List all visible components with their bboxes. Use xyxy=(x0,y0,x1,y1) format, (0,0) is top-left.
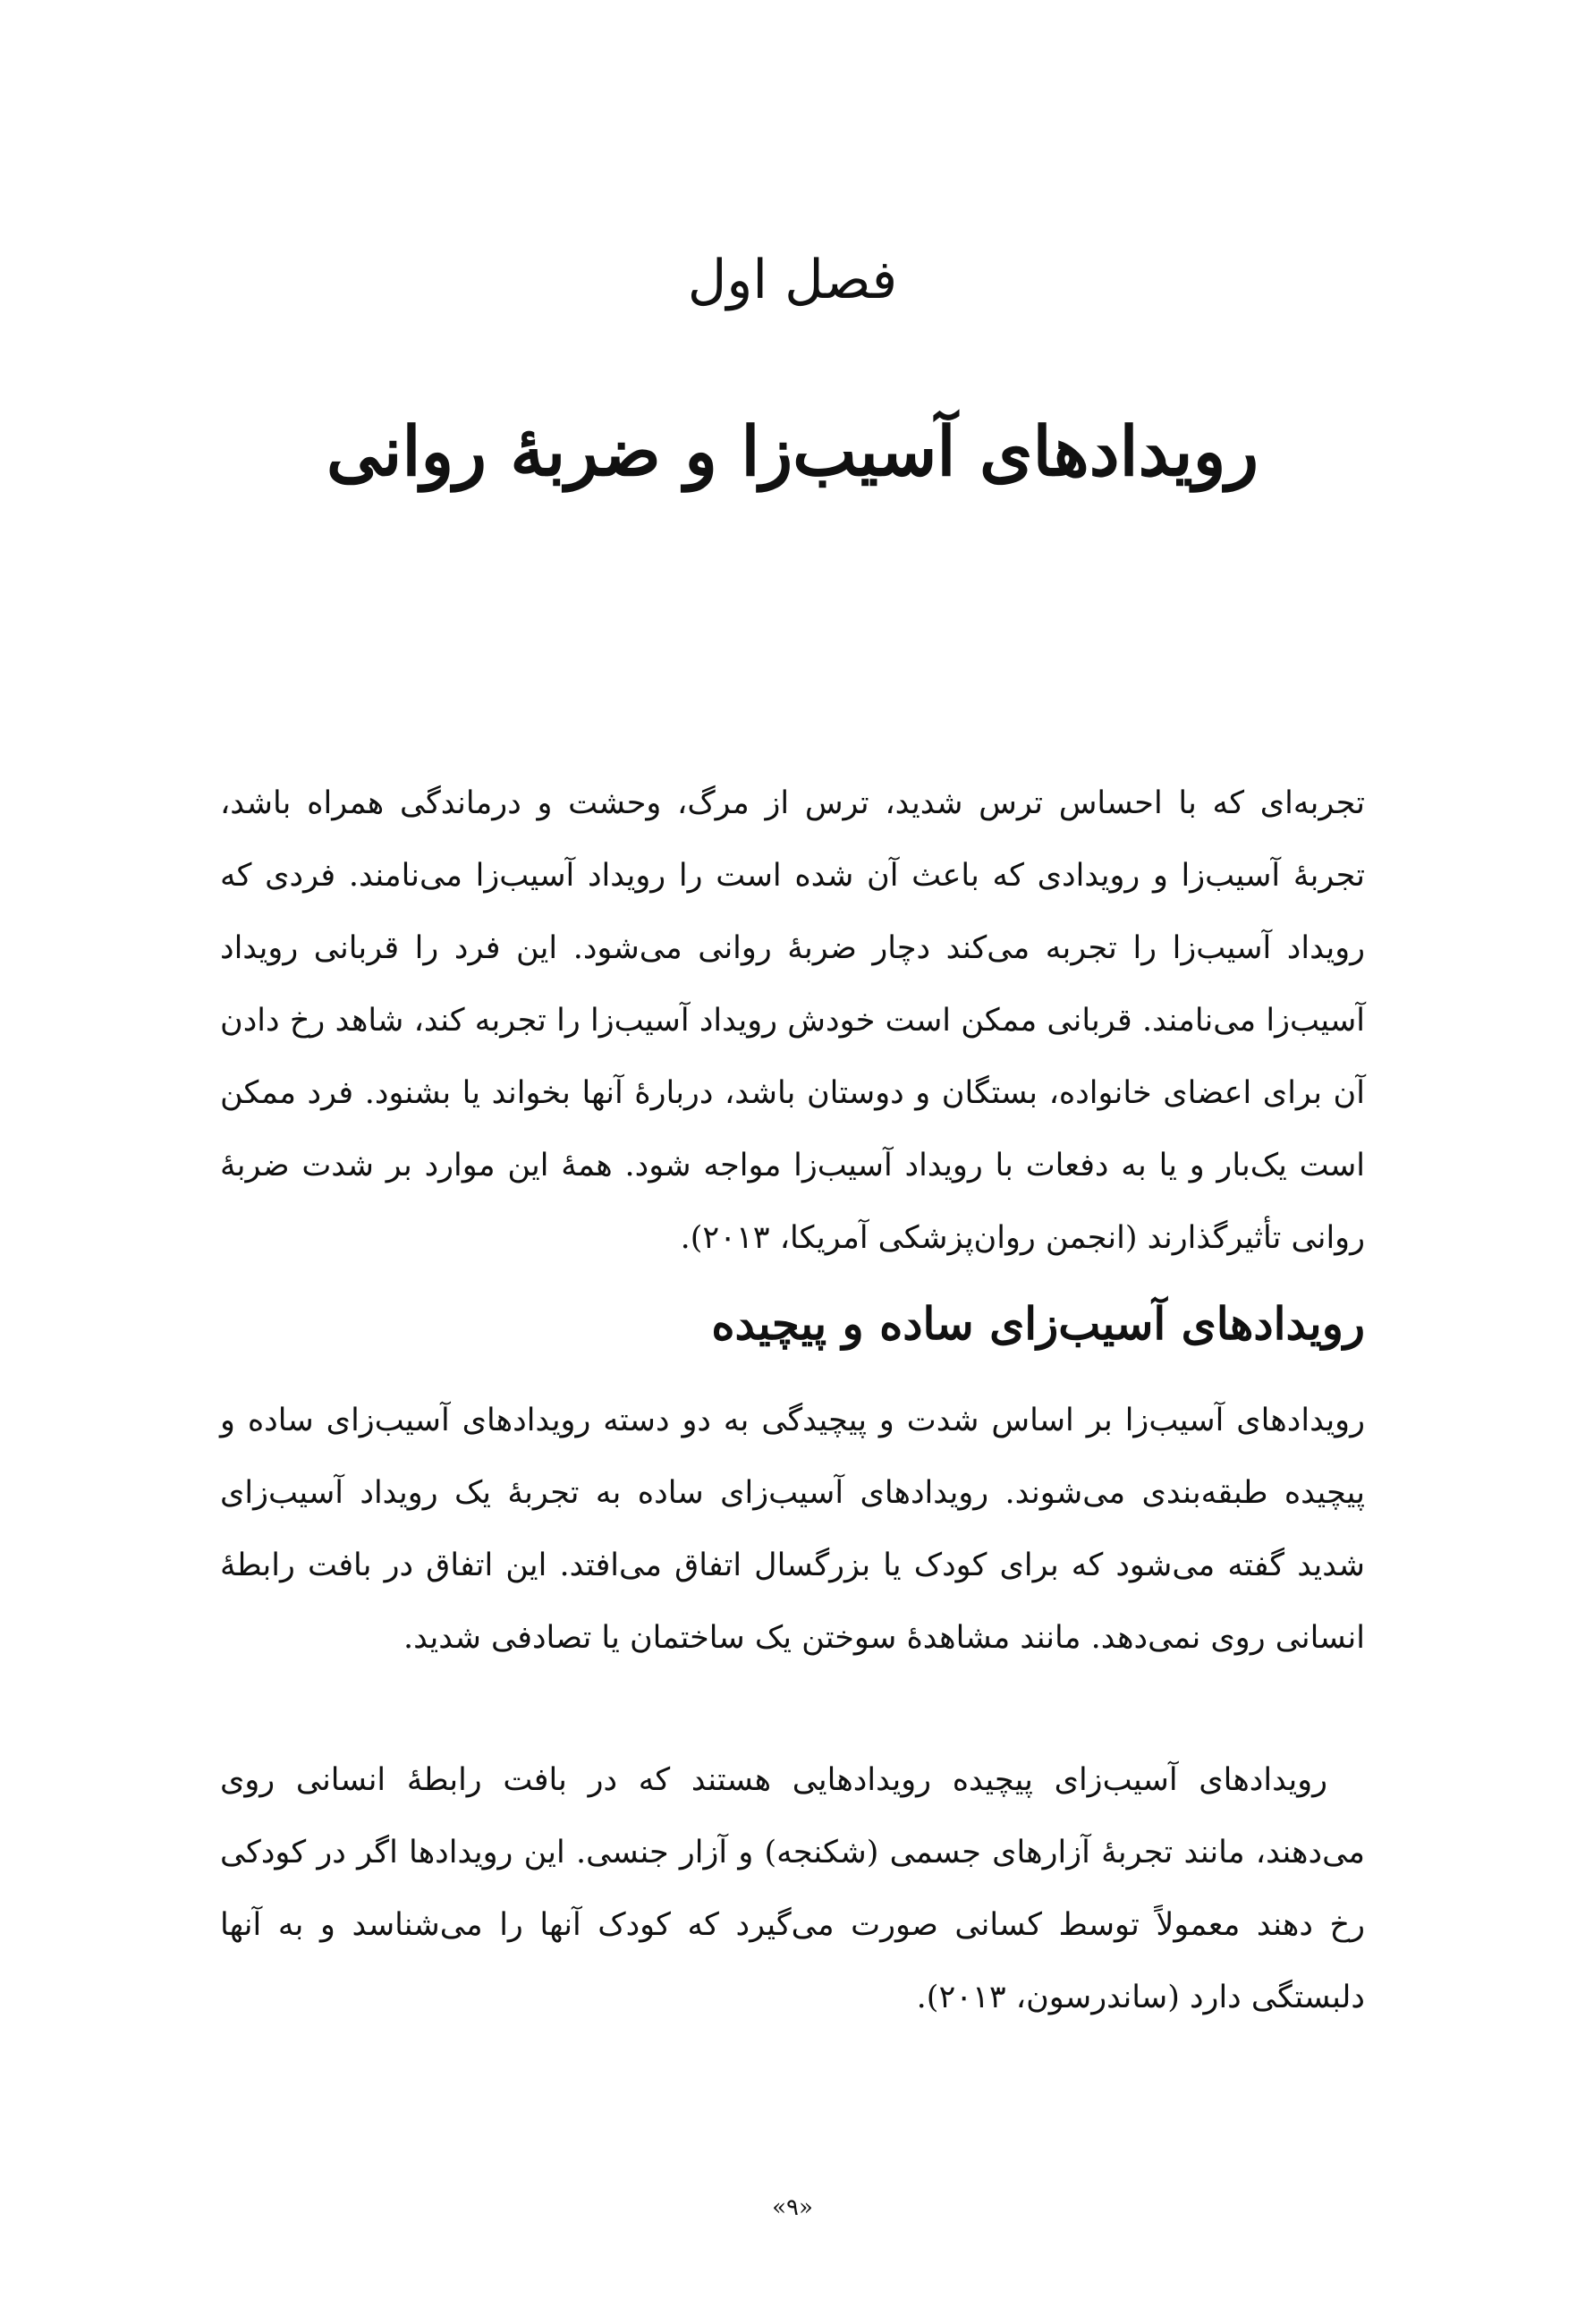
chapter-title: رویدادهای آسیب‌زا و ضربهٔ روانی xyxy=(326,411,1259,491)
section-paragraph-2: رویدادهای آسیب‌زای پیچیده رویدادهایی هستند که در بافت رابطهٔ انسانی روی می‌دهند، مانند تجربهٔ آزارهای جسمی (شکنجه) و آزار جنسی. این رویدادها اگر در کودکی رخ دهند معمولاً توسط کسانی صورت می‌گیرد که کودک آنها را می‌شناسد و به آنها دلبستگی دارد (ساندرسون، ۲۰۱۳). xyxy=(220,1762,1365,2015)
intro-paragraph: تجربه‌ای که با احساس ترس شدید، ترس از مرگ، وحشت و درماندگی همراه باشد، تجربهٔ آسیب‌زا و رویدادی که باعث آن شده است را رویداد آسیب‌زا می‌نامند. فردی که رویداد آسیب‌زا را تجربه می‌کند دچار ضربهٔ روانی می‌شود. این فرد را قربانی رویداد آسیب‌زا می‌نامند. قربانی ممکن است خودش رویداد آسیب‌زا را تجربه کند، شاهد رخ دادن آن برای اعضای خانواده، بستگان و دوستان باشد، دربارهٔ آنها بخواند یا بشنود. فرد ممکن است یک‌بار و یا به دفعات با رویداد آسیب‌زا مواجه شود. همهٔ این موارد بر شدت ضربهٔ روانی تأثیرگذارند (انجمن روان‌پزشکی آمریکا، ۲۰۱۳). xyxy=(220,785,1365,1256)
section-paragraph-1: رویدادهای آسیب‌زا بر اساس شدت و پیچیدگی به دو دسته رویدادهای آسیب‌زای ساده و پیچیده طبقه‌بندی می‌شوند. رویدادهای آسیب‌زای ساده به تجربهٔ یک رویداد آسیب‌زای شدید گفته می‌شود که برای کودک یا بزرگسال اتفاق می‌افتد. این اتفاق در بافت رابطهٔ انسانی روی نمی‌دهد. مانند مشاهدهٔ سوختن یک ساختمان یا تصادفی شدید. xyxy=(220,1403,1366,1656)
page-number: «۹» xyxy=(772,2194,813,2221)
section-heading: رویدادهای آسیب‌زای ساده و پیچیده xyxy=(711,1297,1365,1350)
chapter-label: فصل اول xyxy=(687,249,898,311)
